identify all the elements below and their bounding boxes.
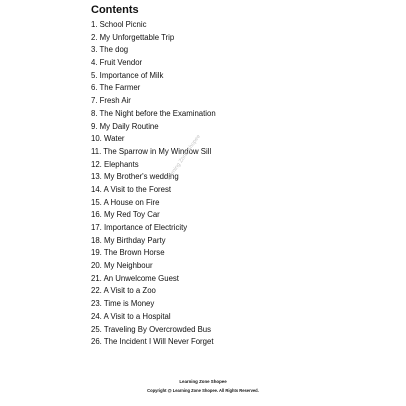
list-item: 5. Importance of Milk — [91, 70, 164, 80]
list-item: 7. Fresh Air — [91, 96, 131, 106]
list-item: 22. A Visit to a Zoo — [91, 286, 156, 296]
list-item: 13. My Brother's wedding — [91, 172, 179, 182]
list-item: 17. Importance of Electricity — [91, 223, 188, 232]
list-item: 10. Water — [91, 134, 125, 144]
list-item: 25. Traveling By Overcrowded Bus — [91, 324, 212, 334]
list-item: 6. The Farmer — [91, 83, 141, 93]
list-item: 3. The dog — [91, 45, 129, 55]
table-of-contents — [91, 19, 216, 349]
list-item: 4. Fruit Vendor — [91, 58, 143, 68]
list-item: 15. A House on Fire — [91, 197, 160, 207]
list-item: 11. The Sparrow in My Window Sill — [91, 146, 212, 156]
list-item: 24. A Visit to a Hospital — [91, 311, 171, 321]
footer-copyright: Copyright @ Learning Zone Shopee. All Rights Reserved. — [147, 388, 259, 393]
list-item: 1. School Picnic — [91, 20, 147, 29]
list-item: 16. My Red Toy Car — [91, 210, 160, 220]
list-item: 14. A Visit to the Forest — [91, 184, 172, 194]
list-item: 19. The Brown Horse — [91, 248, 165, 258]
watermark: learning Zone Shopee — [166, 133, 202, 182]
list-item: 18. My Birthday Party — [91, 235, 166, 245]
list-item: 23. Time is Money — [91, 299, 155, 309]
list-item: 26. The Incident I Will Never Forget — [91, 337, 214, 347]
footer-publisher: Learning Zone Shopee — [179, 379, 227, 384]
list-item: 9. My Daily Routine — [91, 121, 159, 131]
page-title: Contents — [91, 4, 139, 16]
list-item: 2. My Unforgettable Trip — [91, 32, 175, 42]
list-item: 8. The Night before the Examination — [91, 108, 216, 118]
list-item: 20. My Neighbour — [91, 261, 153, 271]
list-item: 21. An Unwelcome Guest — [91, 273, 179, 283]
list-item: 12. Elephants — [91, 159, 139, 169]
